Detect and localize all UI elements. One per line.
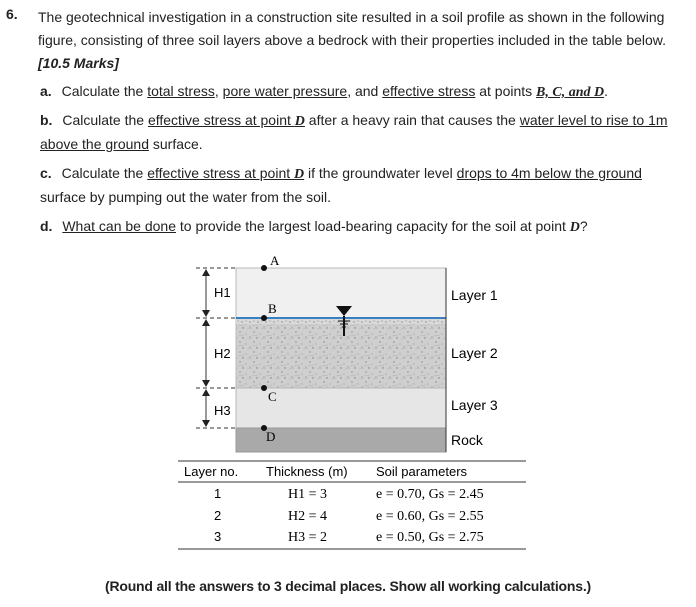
part-a-end: .	[604, 83, 609, 99]
table-row	[214, 529, 484, 545]
point-b-label: B	[268, 301, 277, 316]
part-d-point-d: D	[569, 220, 580, 235]
table-header-params: Soil parameters	[376, 464, 468, 479]
label-h2: H2	[214, 346, 231, 361]
part-a-sep1: ,	[214, 83, 223, 99]
part-b-water-level: water level to rise to 1m above the ground	[40, 112, 668, 152]
part-a-letter: a.	[40, 83, 52, 99]
point-a-dot	[261, 265, 267, 271]
label-h3: H3	[214, 403, 231, 418]
part-d-mid: to provide the largest load-bearing capacity for the soil at point	[175, 218, 570, 234]
row-1-params: e = 0.70, Gs = 2.45	[376, 487, 484, 502]
part-b-mid: after a heavy rain that causes the	[304, 112, 520, 128]
row-1-thickness: H1 = 3	[288, 487, 328, 502]
part-a-effective-stress: effective stress	[382, 83, 476, 99]
part-b-point-d: D	[294, 114, 305, 129]
row-2-layer: 2	[214, 508, 222, 523]
part-d-what-can-be-done: What can be done	[62, 218, 176, 234]
row-3-params: e = 0.50, Gs = 2.75	[376, 530, 484, 545]
table-header-layer: Layer no.	[184, 464, 239, 479]
part-c-letter: c.	[40, 165, 52, 181]
point-b-dot	[261, 315, 267, 321]
part-b-text: Calculate the	[62, 112, 148, 128]
table-header-thickness: Thickness (m)	[266, 464, 348, 479]
part-c-mid: if the groundwater level	[304, 165, 457, 181]
footer-note: (Round all the answers to 3 decimal places. Show all working calculations.)	[104, 578, 591, 594]
point-c-dot	[261, 385, 267, 391]
question-number: 6.	[6, 6, 18, 22]
row-2-params: e = 0.60, Gs = 2.55	[376, 509, 484, 524]
part-c-effective-stress: effective stress at point	[147, 165, 295, 181]
part-c-text: Calculate the	[61, 165, 148, 181]
label-h1: H1	[214, 285, 231, 300]
point-c-label: C	[268, 389, 277, 404]
rock-label: Rock	[451, 432, 483, 448]
part-a-text: Calculate the	[61, 83, 148, 99]
question-marks: [10.5 Marks]	[38, 55, 119, 71]
part-a-sep2: , and	[347, 83, 383, 99]
layer-2-block	[236, 318, 446, 388]
part-d-letter: d.	[40, 218, 53, 234]
row-2-thickness: H2 = 4	[288, 509, 328, 524]
part-a-points: B, C, and D	[536, 85, 605, 100]
part-a-pore-pressure: pore water pressure	[222, 83, 348, 99]
layer-3-label: Layer 3	[451, 397, 498, 413]
layer-2-label: Layer 2	[451, 345, 498, 361]
row-1-layer: 1	[214, 486, 222, 501]
row-3-layer: 3	[214, 529, 222, 544]
layer-1-label: Layer 1	[451, 287, 498, 303]
row-3-thickness: H3 = 2	[288, 530, 328, 545]
table-row	[214, 486, 484, 502]
part-d-end: ?	[579, 218, 588, 234]
part-b-letter: b.	[40, 112, 53, 128]
part-c-point-d: D	[294, 167, 305, 182]
part-a-total-stress: total stress	[147, 83, 215, 99]
part-c-water-drop: drops to 4m below the ground	[456, 165, 642, 181]
part-c-end: surface by pumping out the water from the soil.	[40, 189, 332, 205]
part-b-end: surface.	[148, 136, 203, 152]
question-stem-text: The geotechnical investigation in a construction site resulted in a soil profile as shown in the following figure, consisting of three soil layers above a bedrock with their properties included in the table below.	[38, 9, 667, 48]
table-row	[214, 508, 484, 524]
point-a-label: A	[270, 253, 280, 268]
part-a-sep3: at points	[475, 83, 537, 99]
point-d-label: D	[266, 429, 276, 444]
part-b-effective-stress: effective stress at point	[147, 112, 295, 128]
